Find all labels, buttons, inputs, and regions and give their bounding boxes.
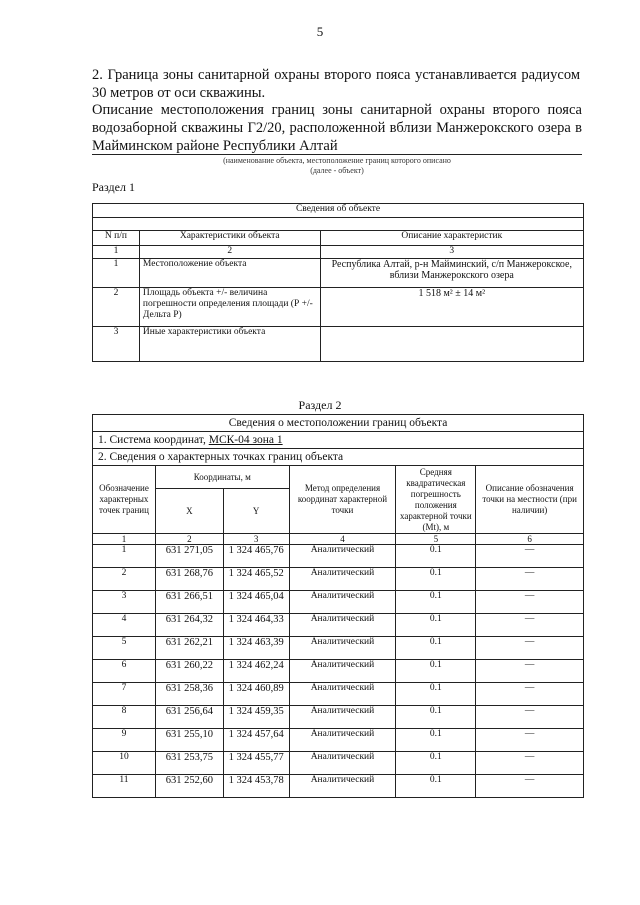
x-coordinate: 631 264,32 xyxy=(155,614,223,637)
row-characteristic: Площадь объекта +/- величина погрешности определения площади (Р +/- Дельта Р) xyxy=(139,288,320,327)
error-cell: 0.1 xyxy=(396,775,476,798)
index-cell: 4 xyxy=(289,534,396,545)
row-number: 1 xyxy=(93,259,140,288)
y-coordinate: 1 324 453,78 xyxy=(223,775,289,798)
header-description: Описание характеристик xyxy=(320,231,583,246)
description-cell: — xyxy=(476,729,584,752)
index-cell: 2 xyxy=(155,534,223,545)
y-coordinate: 1 324 464,33 xyxy=(223,614,289,637)
index-cell: 1 xyxy=(93,246,140,259)
error-cell: 0.1 xyxy=(396,637,476,660)
boundary-table-title: Сведения о местоположении границ объекта xyxy=(93,415,584,432)
point-label: 2 xyxy=(93,568,156,591)
point-label: 8 xyxy=(93,706,156,729)
description-cell: — xyxy=(476,614,584,637)
points-body xyxy=(93,545,584,798)
object-info-table xyxy=(92,203,584,362)
table-row xyxy=(93,637,584,660)
x-coordinate: 631 258,36 xyxy=(155,683,223,706)
y-coordinate: 1 324 463,39 xyxy=(223,637,289,660)
point-label: 11 xyxy=(93,775,156,798)
y-coordinate: 1 324 465,04 xyxy=(223,591,289,614)
index-cell: 2 xyxy=(139,246,320,259)
point-label: 3 xyxy=(93,591,156,614)
method-cell: Аналитический xyxy=(289,591,396,614)
table-row xyxy=(93,775,584,798)
method-cell: Аналитический xyxy=(289,683,396,706)
y-coordinate: 1 324 465,76 xyxy=(223,545,289,568)
point-label: 9 xyxy=(93,729,156,752)
row-description: Республика Алтай, р-н Майминский, с/п Манжерокское, вблизи Манжерокского озера xyxy=(320,259,583,288)
x-coordinate: 631 253,75 xyxy=(155,752,223,775)
point-label: 10 xyxy=(93,752,156,775)
index-cell: 5 xyxy=(396,534,476,545)
method-cell: Аналитический xyxy=(289,614,396,637)
point-label: 7 xyxy=(93,683,156,706)
page-number: 5 xyxy=(316,24,324,39)
table-row xyxy=(93,729,584,752)
y-coordinate: 1 324 459,35 xyxy=(223,706,289,729)
method-cell: Аналитический xyxy=(289,637,396,660)
description-cell: — xyxy=(476,568,584,591)
error-cell: 0.1 xyxy=(396,683,476,706)
object-info-title: Сведения об объекте xyxy=(93,204,584,218)
row-description xyxy=(320,327,583,362)
description-cell: — xyxy=(476,775,584,798)
coord-system-row xyxy=(93,432,584,449)
y-coordinate: 1 324 460,89 xyxy=(223,683,289,706)
y-coordinate: 1 324 457,64 xyxy=(223,729,289,752)
coord-system-name: МСК-04 зона 1 xyxy=(208,434,283,446)
point-label: 5 xyxy=(93,637,156,660)
header-error: Средняя квадратическая погрешность положения характерной точки (Мt), м xyxy=(396,466,476,534)
row-characteristic: Местоположение объекта xyxy=(139,259,320,288)
y-coordinate: 1 324 465,52 xyxy=(223,568,289,591)
table-row xyxy=(93,614,584,637)
error-cell: 0.1 xyxy=(396,591,476,614)
method-cell: Аналитический xyxy=(289,775,396,798)
header-np: N п/п xyxy=(93,231,140,246)
table-row xyxy=(93,259,584,288)
error-cell: 0.1 xyxy=(396,568,476,591)
table-row xyxy=(93,568,584,591)
table-row xyxy=(93,591,584,614)
section2-label: Раздел 2 xyxy=(298,398,342,412)
x-coordinate: 631 266,51 xyxy=(155,591,223,614)
method-cell: Аналитический xyxy=(289,545,396,568)
x-coordinate: 631 256,64 xyxy=(155,706,223,729)
description-cell: — xyxy=(476,683,584,706)
point-label: 6 xyxy=(93,660,156,683)
method-cell: Аналитический xyxy=(289,729,396,752)
row-number: 3 xyxy=(93,327,140,362)
index-cell: 6 xyxy=(476,534,584,545)
row-description: 1 518 м² ± 14 м² xyxy=(320,288,583,327)
error-cell: 0.1 xyxy=(396,660,476,683)
coord-system-prefix: 1. Система координат, xyxy=(98,434,209,446)
description-cell: — xyxy=(476,591,584,614)
table-row xyxy=(93,706,584,729)
method-cell: Аналитический xyxy=(289,568,396,591)
method-cell: Аналитический xyxy=(289,660,396,683)
header-characteristics: Характеристики объекта xyxy=(139,231,320,246)
x-coordinate: 631 271,05 xyxy=(155,545,223,568)
x-coordinate: 631 255,10 xyxy=(155,729,223,752)
table-row xyxy=(93,327,584,362)
index-cell: 1 xyxy=(93,534,156,545)
header-point-description: Описание обозначения точки на местности (при наличии) xyxy=(476,466,584,534)
error-cell: 0.1 xyxy=(396,752,476,775)
header-y: Y xyxy=(223,489,289,534)
table-row xyxy=(93,545,584,568)
header-x: X xyxy=(155,489,223,534)
table-row xyxy=(93,752,584,775)
caption-line-1: (наименование объекта, местоположение границ которого описано xyxy=(223,156,451,165)
header-point: Обозначение характерных точек границ xyxy=(93,466,156,534)
description-cell: — xyxy=(476,706,584,729)
section1-label: Раздел 1 xyxy=(92,180,135,194)
y-coordinate: 1 324 462,24 xyxy=(223,660,289,683)
row-number: 2 xyxy=(93,288,140,327)
table-row xyxy=(93,683,584,706)
table-row xyxy=(93,660,584,683)
caption-divider xyxy=(92,154,582,155)
boundary-points-table xyxy=(92,414,584,798)
error-cell: 0.1 xyxy=(396,706,476,729)
header-coords: Координаты, м xyxy=(155,466,289,489)
index-cell: 3 xyxy=(320,246,583,259)
point-label: 1 xyxy=(93,545,156,568)
x-coordinate: 631 260,22 xyxy=(155,660,223,683)
header-method: Метод определения координат характерной точки xyxy=(289,466,396,534)
description-cell: — xyxy=(476,660,584,683)
description-cell: — xyxy=(476,752,584,775)
spacer-row xyxy=(93,218,584,231)
object-caption xyxy=(92,156,582,176)
method-cell: Аналитический xyxy=(289,752,396,775)
x-coordinate: 631 262,21 xyxy=(155,637,223,660)
x-coordinate: 631 252,60 xyxy=(155,775,223,798)
points-title-row: 2. Сведения о характерных точках границ объекта xyxy=(93,449,584,466)
error-cell: 0.1 xyxy=(396,614,476,637)
index-cell: 3 xyxy=(223,534,289,545)
y-coordinate: 1 324 455,77 xyxy=(223,752,289,775)
paragraph-description-title: Описание местоположения границ зоны санитарной охраны второго пояса водозаборной скважины Г2/20, расположенной вблизи Манжерокского озера в Майминском районе Республики Алтай xyxy=(92,102,582,154)
error-cell: 0.1 xyxy=(396,545,476,568)
row-characteristic: Иные характеристики объекта xyxy=(139,327,320,362)
method-cell: Аналитический xyxy=(289,706,396,729)
table-row xyxy=(93,288,584,327)
description-cell: — xyxy=(476,637,584,660)
error-cell: 0.1 xyxy=(396,729,476,752)
paragraph-zone-boundary: 2. Граница зоны санитарной охраны второго пояса устанавливается радиусом 30 метров от оси скважины. xyxy=(92,67,580,101)
caption-line-2: (далее - объект) xyxy=(310,166,364,175)
point-label: 4 xyxy=(93,614,156,637)
description-cell: — xyxy=(476,545,584,568)
x-coordinate: 631 268,76 xyxy=(155,568,223,591)
